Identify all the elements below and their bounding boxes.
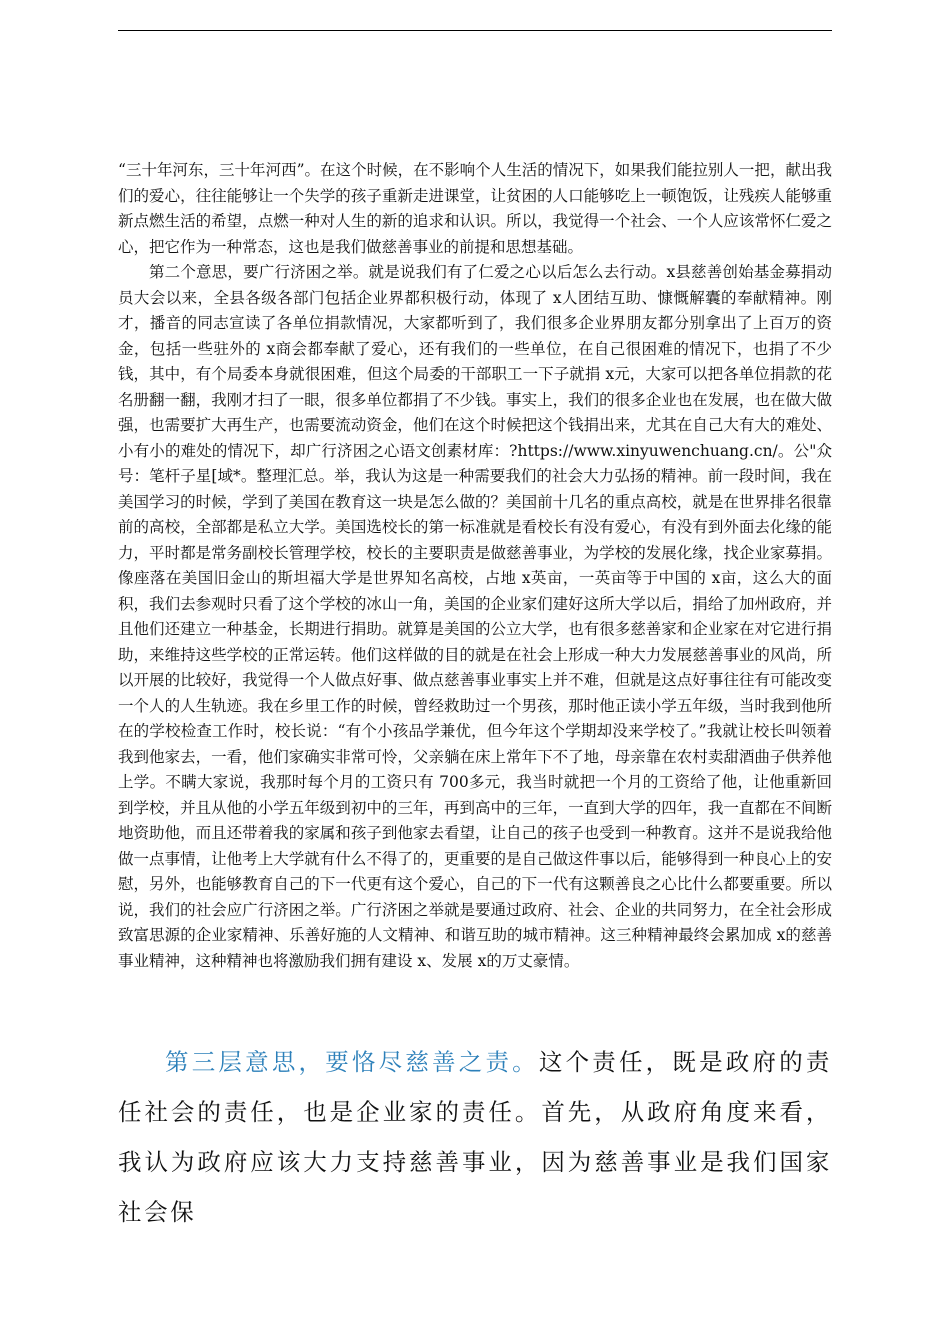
- section-3-heading: 第三层意思，要恪尽慈善之责。: [165, 1048, 539, 1076]
- section-3-text: 这个责任，既是政府的责任社会的责任，也是企业家的责任。首先，从政府角度来看，我认为政府应该大力支持慈善事业，因为慈善事业是我们国家社会保: [118, 1048, 832, 1226]
- section-3-paragraph: [118, 1037, 832, 1237]
- document-body: [118, 158, 832, 974]
- paragraph-2: 第二个意思，要广行济困之举。就是说我们有了仁爱之心以后怎么去行动。x县慈善创始基金募捐动员大会以来，全县各级各部门包括企业界都积极行动，体现了 x人团结互助、慷慨解囊的奉献精神。刚才，播音的同志宣读了各单位捐款情况，大家都听到了，我们很多企业界朋友都分别拿出了上百万的资金，包括一些驻外的 x商会都奉献了爱心，还有我们的一些单位，在自己很困难的情况下，也捐了不少钱，其中，有个局委本身就很困难，但这个局委的干部职工一下子就捐 x元，大家可以把各单位捐款的花名册翻一翻，我刚才扫了一眼，很多单位都捐了不少钱。事实上，我们的很多企业也在发展，也在做大做强，也需要扩大再生产，也需要流动资金，他们在这个时候把这个钱捐出来，尤其在自己大有大的难处、小有小的难处的情况下，却广行济困之心语文创素材库：?https://www.xinyuwenchuang.cn/。公"众号：笔杆子星[域*。整理汇总。举，我认为这是一种需要我们的社会大力弘扬的精神。前一段时间，我在美国学习的时候，学到了美国在教育这一块是怎么做的？美国前十几名的重点高校，就是在世界排名很靠前的高校，全部都是私立大学。美国选校长的第一标准就是看校长有没有爱心，有没有到外面去化缘的能力，平时都是常务副校长管理学校，校长的主要职责是做慈善事业，为学校的发展化缘，找企业家募捐。像座落在美国旧金山的斯坦福大学是世界知名高校，占地 x英亩，一英亩等于中国的 x亩，这么大的面积，我们去参观时只看了这个学校的冰山一角，美国的企业家们建好这所大学以后，捐给了加州政府，并且他们还建立一种基金，长期进行捐助。就算是美国的公立大学，也有很多慈善家和企业家在对它进行捐助，来维持这些学校的正常运转。他们这样做的目的就是在社会上形成一种大力发展慈善事业的风尚，所以开展的比较好，我觉得一个人做点好事、做点慈善事业事实上并不难，但就是这点好事往往有可能改变一个人的人生轨迹。我在乡里工作的时候，曾经救助过一个男孩，那时他正读小学五年级，当时我到他所在的学校检查工作时，校长说：“有个小孩品学兼优，但今年这个学期却没来学校了。”我就让校长叫领着我到他家去，一看，他们家确实非常可怜，父亲躺在床上常年下不了地，母亲靠在农村卖甜酒曲子供养他上学。不瞒大家说，我那时每个月的工资只有 700多元，我当时就把一个月的工资给了他，让他重新回到学校，并且从他的小学五年级到初中的三年，再到高中的三年，一直到大学的四年，我一直都在不间断地资助他，而且还带着我的家属和孩子到他家去看望，让自己的孩子也受到一种教育。这并不是说我给他做一点事情，让他考上大学就有什么不得了的，更重要的是自己做这件事以后，能够得到一种良心上的安慰，另外，也能够教育自己的下一代更有这个爱心，自己的下一代有这颗善良之心比什么都要重要。所以说，我们的社会应广行济困之举。广行济困之举就是要通过政府、社会、企业的共同努力，在全社会形成致富思源的企业家精神、乐善好施的人文精神、和谐互助的城市精神。这三种精神最终会累加成 x的慈善事业精神，这种精神也将激励我们拥有建设 x、发展 x的万丈豪情。: [118, 263, 832, 970]
- header-rule: [118, 30, 832, 31]
- paragraph-1: “三十年河东，三十年河西”。在这个时候，在不影响个人生活的情况下，如果我们能拉别人一把，献出我们的爱心，往往能够让一个失学的孩子重新走进课堂，让贫困的人口能够吃上一顿饱饭，让残疾人能够重新点燃生活的希望，点燃一种对人生的新的追求和认识。所以，我觉得一个社会、一个人应该常怀仁爱之心，把它作为一种常态，这也是我们做慈善事业的前提和思想基础。: [118, 161, 832, 256]
